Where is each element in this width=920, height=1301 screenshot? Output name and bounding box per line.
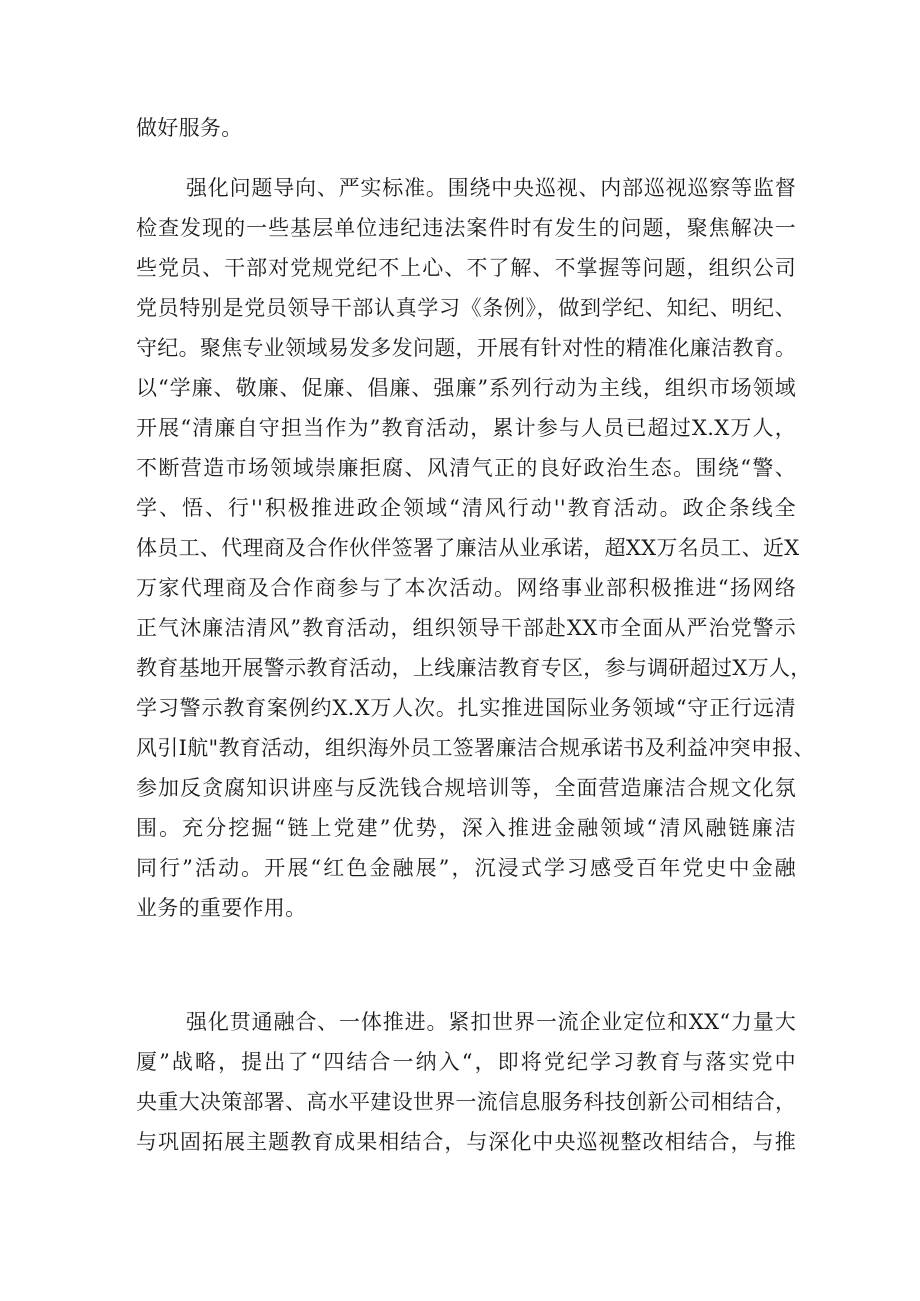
text-line: 些党员、干部对党规党纪不上心、不了解、不掌握等问题，组织公司	[136, 256, 796, 280]
text-line: 正气沐廉洁清风”教育活动，组织领导干部赴XX市全面从严治党警示	[136, 616, 796, 640]
text-line: 强化贯通融合、一体推进。紧扣世界一流企业定位和XX“力量大	[186, 1010, 796, 1034]
text-line: 不断营造市场领域崇廉拒腐、风清气正的良好政治生态。围绕“警、	[136, 456, 796, 480]
text-line: 强化问题导向、严实标准。围绕中央巡视、内部巡视巡察等监督	[186, 176, 796, 200]
text-line: 风引I航"教育活动，组织海外员工签署廉洁合规承诺书及利益冲突申报、	[136, 736, 815, 760]
text-line: 守纪。聚焦专业领域易发多发问题，开展有针对性的精准化廉洁教育。	[136, 336, 797, 360]
text-line: 做好服务。	[136, 116, 243, 140]
text-line: 以“学廉、敬廉、促廉、倡廉、强廉”系列行动为主线，组织市场领域	[136, 376, 796, 400]
text-line: 万家代理商及合作商参与了本次活动。网络事业部积极推进“扬网络	[136, 576, 796, 600]
text-line: 学习警示教育案例约X.X万人次。扎实推进国际业务领域“守正行远清	[136, 696, 796, 720]
text-line: 开展“清廉自守担当作为”教育活动，累计参与人员已超过X.X万人，	[136, 416, 796, 440]
text-line: 体员工、代理商及合作伙伴签署了廉洁从业承诺，超XX万名员工、近X	[136, 536, 800, 560]
text-line: 围。充分挖掘“链上党建”优势，深入推进金融领域“清风融链廉洁	[136, 816, 796, 840]
text-line: 厦”战略，提出了“四结合一纳入“，即将党纪学习教育与落实党中	[136, 1050, 796, 1074]
text-line: 同行”活动。开展“红色金融展”，沉浸式学习感受百年党史中金融	[136, 856, 796, 880]
text-line: 学、悟、行''积极推进政企领域“清风行动''教育活动。政企条线全	[136, 496, 796, 520]
text-line: 党员特别是党员领导干部认真学习《条例》，做到学纪、知纪、明纪、	[136, 296, 796, 320]
text-line: 教育基地开展警示教育活动，上线廉洁教育专区，参与调研超过X万人，	[136, 656, 812, 680]
text-line: 业务的重要作用。	[136, 896, 307, 920]
text-line: 检查发现的一些基层单位违纪违法案件时有发生的问题，聚焦解决一	[136, 216, 796, 240]
text-line: 央重大决策部署、高水平建设世界一流信息服务科技创新公司相结合，	[136, 1090, 797, 1114]
text-line: 参加反贪腐知识讲座与反洗钱合规培训等，全面营造廉洁合规文化氛	[136, 776, 796, 800]
text-line: 与巩固拓展主题教育成果相结合，与深化中央巡视整改相结合，与推	[136, 1130, 796, 1154]
